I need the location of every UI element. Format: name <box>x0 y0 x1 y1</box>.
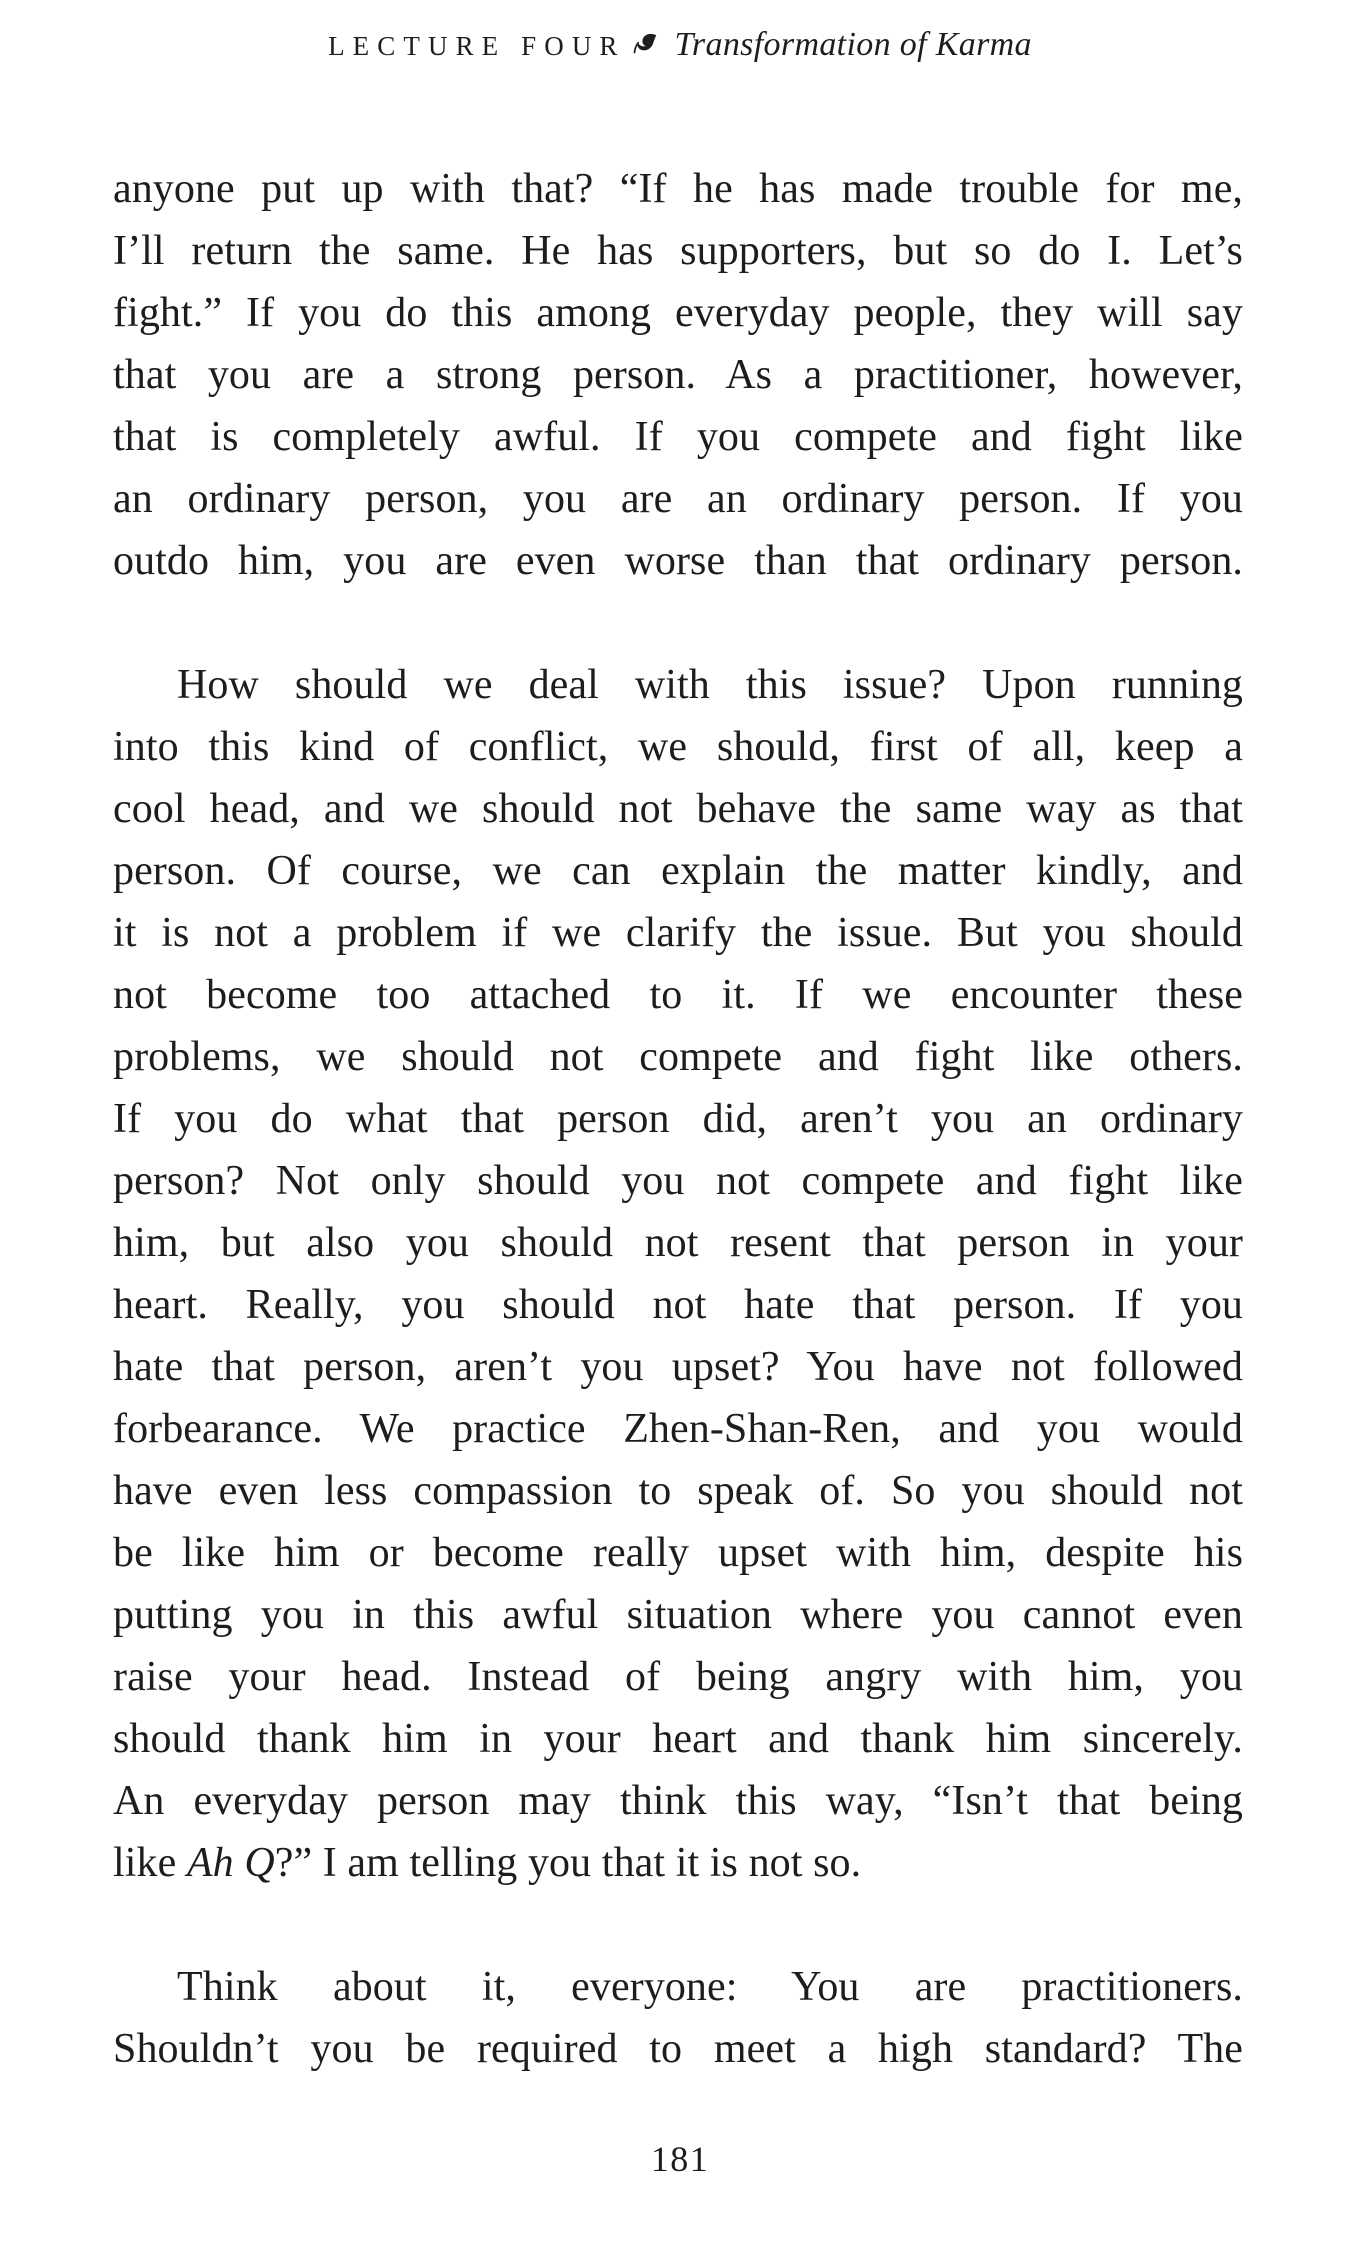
text-line: be like him or become really upset with him, despite his <box>113 1530 1243 1576</box>
paragraph <box>113 654 1243 1894</box>
italic-text: Ah Q <box>186 1840 275 1886</box>
text-line: not become too attached to it. If we encounter these <box>113 972 1243 1018</box>
paragraph <box>113 1956 1243 2080</box>
text-line: An everyday person may think this way, “Isn’t that being <box>113 1778 1243 1824</box>
text-line: anyone put up with that? “If he has made trouble for me, <box>113 166 1243 212</box>
page-number: 181 <box>650 2139 710 2179</box>
text-line: it is not a problem if we clarify the issue. But you should <box>113 910 1243 956</box>
body-text <box>113 158 1243 2080</box>
page-footer <box>0 2138 1360 2180</box>
paragraph <box>113 158 1243 592</box>
text-line: outdo him, you are even worse than that ordinary person. <box>113 538 1243 584</box>
text-line: should thank him in your heart and thank him sincerely. <box>113 1716 1243 1762</box>
text-line: raise your head. Instead of being angry with him, you <box>113 1654 1243 1700</box>
text-line: person. Of course, we can explain the matter kindly, and <box>113 848 1243 894</box>
text-line: that is completely awful. If you compete and fight like <box>113 414 1243 460</box>
header-title: Transformation of Karma <box>674 26 1032 63</box>
text-line: hate that person, aren’t you upset? You have not followed <box>113 1344 1243 1390</box>
text-line: heart. Really, you should not hate that person. If you <box>113 1282 1243 1328</box>
text-line: putting you in this awful situation where you cannot even <box>113 1592 1243 1638</box>
header-section-label: LECTURE FOUR <box>328 31 626 61</box>
text-line: him, but also you should not resent that person in your <box>113 1220 1243 1266</box>
text-line: Shouldn’t you be required to meet a high standard? The <box>113 2026 1243 2072</box>
text-line: like Ah Q?” I am telling you that it is not so. <box>113 1840 862 1886</box>
hedera-leaf-icon <box>632 32 659 64</box>
text-line: person? Not only should you not compete and fight like <box>113 1158 1243 1204</box>
running-header <box>0 26 1360 64</box>
text-line: How should we deal with this issue? Upon running <box>177 662 1243 708</box>
text-line: cool head, and we should not behave the same way as that <box>113 786 1243 832</box>
text-line: forbearance. We practice Zhen-Shan-Ren, and you would <box>113 1406 1243 1452</box>
text-line: into this kind of conflict, we should, first of all, keep a <box>113 724 1243 770</box>
text-line: Think about it, everyone: You are practitioners. <box>177 1964 1243 2010</box>
text-line: an ordinary person, you are an ordinary person. If you <box>113 476 1243 522</box>
text-line: have even less compassion to speak of. So you should not <box>113 1468 1243 1514</box>
text-line: fight.” If you do this among everyday people, they will say <box>113 290 1243 336</box>
text-line: that you are a strong person. As a practitioner, however, <box>113 352 1243 398</box>
text-line: I’ll return the same. He has supporters, but so do I. Let’s <box>113 228 1243 274</box>
text-line: problems, we should not compete and fight like others. <box>113 1034 1243 1080</box>
text-line: If you do what that person did, aren’t you an ordinary <box>113 1096 1243 1142</box>
